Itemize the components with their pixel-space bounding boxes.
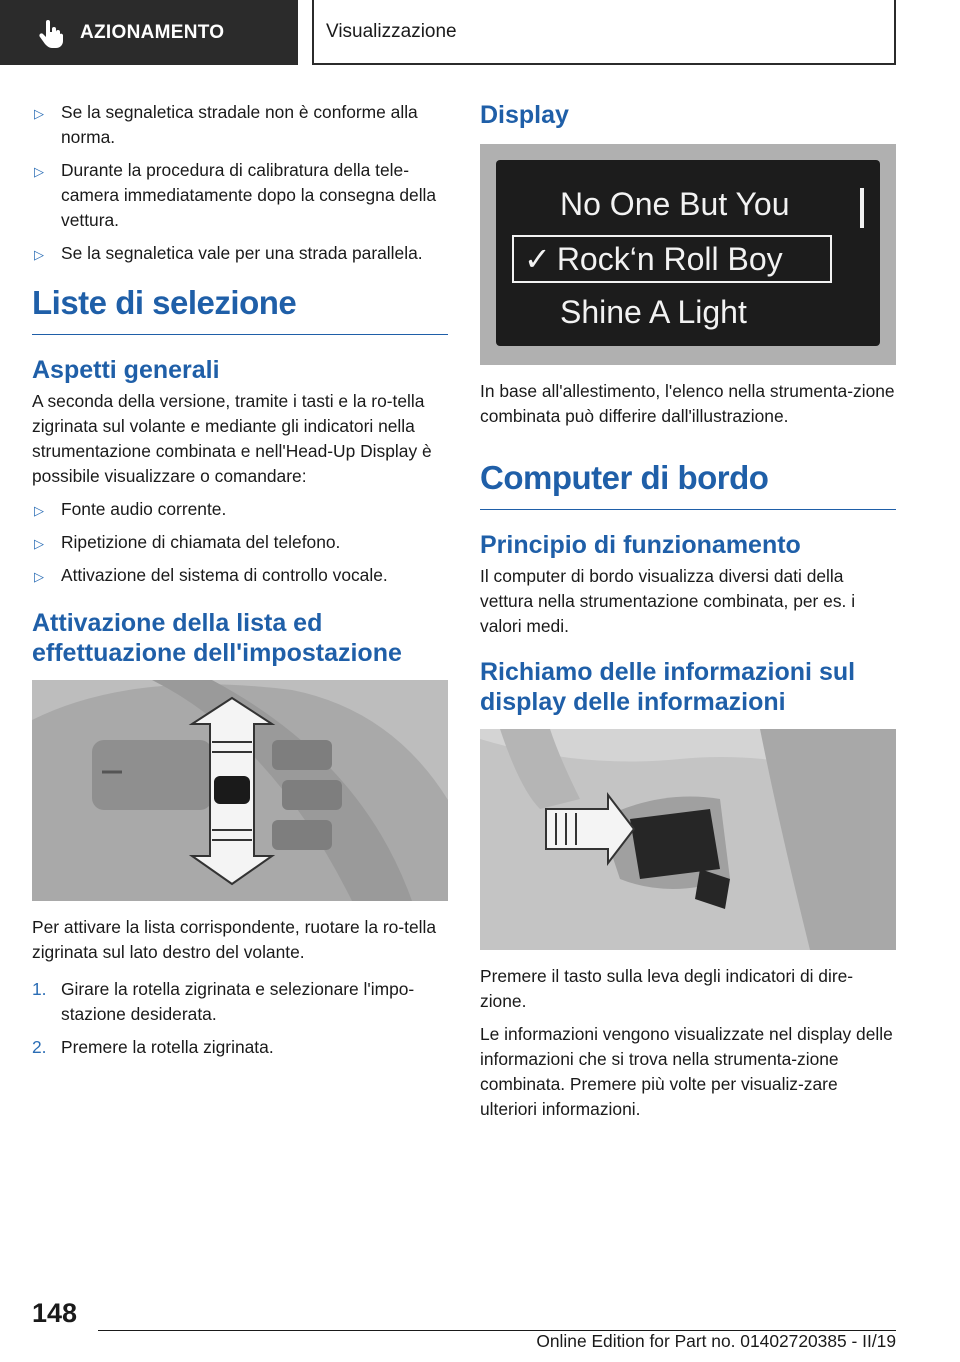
checkmark-icon: ✓ — [524, 241, 551, 277]
display-item: Shine A Light — [560, 294, 747, 330]
general-text: A seconda della versione, tramite i tasti e la ro-tella zigrinata sul volante e mediante gli indicatori nella strumentazione combinata e nell'Head-Up Display è possibile visualizzare o comandare: — [32, 391, 432, 486]
activation-heading: Attivazione della lista ed effettuazione dell'impostazione — [32, 609, 402, 667]
principle-text: Il computer di bordo visualizza diversi dati della vettura nella strumentazione combinata, per es. i valori medi. — [480, 566, 856, 636]
page-number: 148 — [32, 1298, 78, 1328]
edition-note: Online Edition for Part no. 01402720385 - II/19 — [536, 1331, 896, 1351]
steps-list — [32, 977, 448, 1060]
bullet-list-general — [32, 497, 448, 588]
display-heading: Display — [480, 101, 569, 129]
principle-heading: Principio di funzionamento — [480, 531, 801, 559]
indicator-stalk-illustration — [480, 729, 896, 950]
list-item: ▷ Ripetizione di chiamata del telefono. — [32, 530, 448, 555]
steering-wheel-illustration — [32, 680, 448, 901]
section-title: AZIONAMENTO — [80, 21, 225, 43]
indicator-stalk-drawing — [480, 729, 896, 950]
left-column — [32, 100, 448, 1068]
right-column — [480, 100, 896, 1130]
display-screen — [496, 160, 880, 346]
recall-text-1: Premere il tasto sulla leva degli indicatori di dire-zione. — [480, 966, 854, 1011]
activation-caption: Per attivare la lista corrispondente, ruotare la ro-tella zigrinata sul lato destro del volante. — [32, 917, 437, 962]
chapter-title: Computer di bordo — [480, 459, 896, 510]
triangle-bullet-icon: ▷ — [34, 164, 44, 179]
general-heading: Aspetti generali — [32, 356, 220, 384]
chapter-title: Liste di selezione — [32, 284, 448, 335]
list-item: 2. Premere la rotella zigrinata. — [32, 1037, 274, 1057]
subsection-title: Visualizzazione — [312, 0, 896, 65]
scrollbar-indicator — [860, 188, 864, 228]
bullet-list-top — [32, 100, 448, 266]
display-caption: In base all'allestimento, l'elenco nella strumenta-zione combinata può differire dall'illustrazione. — [480, 381, 895, 426]
list-item: 1. Girare la rotella zigrinata e selezionare l'impo-stazione desiderata. — [32, 979, 415, 1024]
display-item: No One But You — [560, 186, 790, 222]
triangle-bullet-icon: ▷ — [34, 569, 44, 584]
triangle-bullet-icon: ▷ — [34, 503, 44, 518]
list-item: ▷ Se la segnaletica stradale non è conforme alla norma. — [34, 102, 418, 147]
triangle-bullet-icon: ▷ — [34, 247, 44, 262]
list-item: ▷ Durante la procedura di calibratura della tele-camera immediatamente dopo la consegna della vettura. — [34, 160, 437, 230]
display-illustration — [480, 144, 896, 365]
recall-heading: Richiamo delle informazioni sul display delle informazioni — [480, 658, 856, 716]
triangle-bullet-icon: ▷ — [34, 106, 44, 121]
list-item: ▷ Fonte audio corrente. — [32, 497, 448, 522]
display-selected-item: ✓ Rock‘n Roll Boy — [512, 235, 832, 283]
hand-pointer-icon — [36, 18, 66, 48]
recall-text-2: Le informazioni vengono visualizzate nel display delle informazioni che si trova nella strumenta-zione combinata. Premere più volte per visualiz-zare ulteriori informazioni. — [480, 1024, 893, 1119]
list-item: ▷ Attivazione del sistema di controllo vocale. — [32, 563, 448, 588]
list-item: ▷ Se la segnaletica vale per una strada parallela. — [32, 241, 448, 266]
section-tab — [0, 0, 298, 65]
steering-wheel-drawing — [32, 680, 448, 901]
triangle-bullet-icon: ▷ — [34, 536, 44, 551]
